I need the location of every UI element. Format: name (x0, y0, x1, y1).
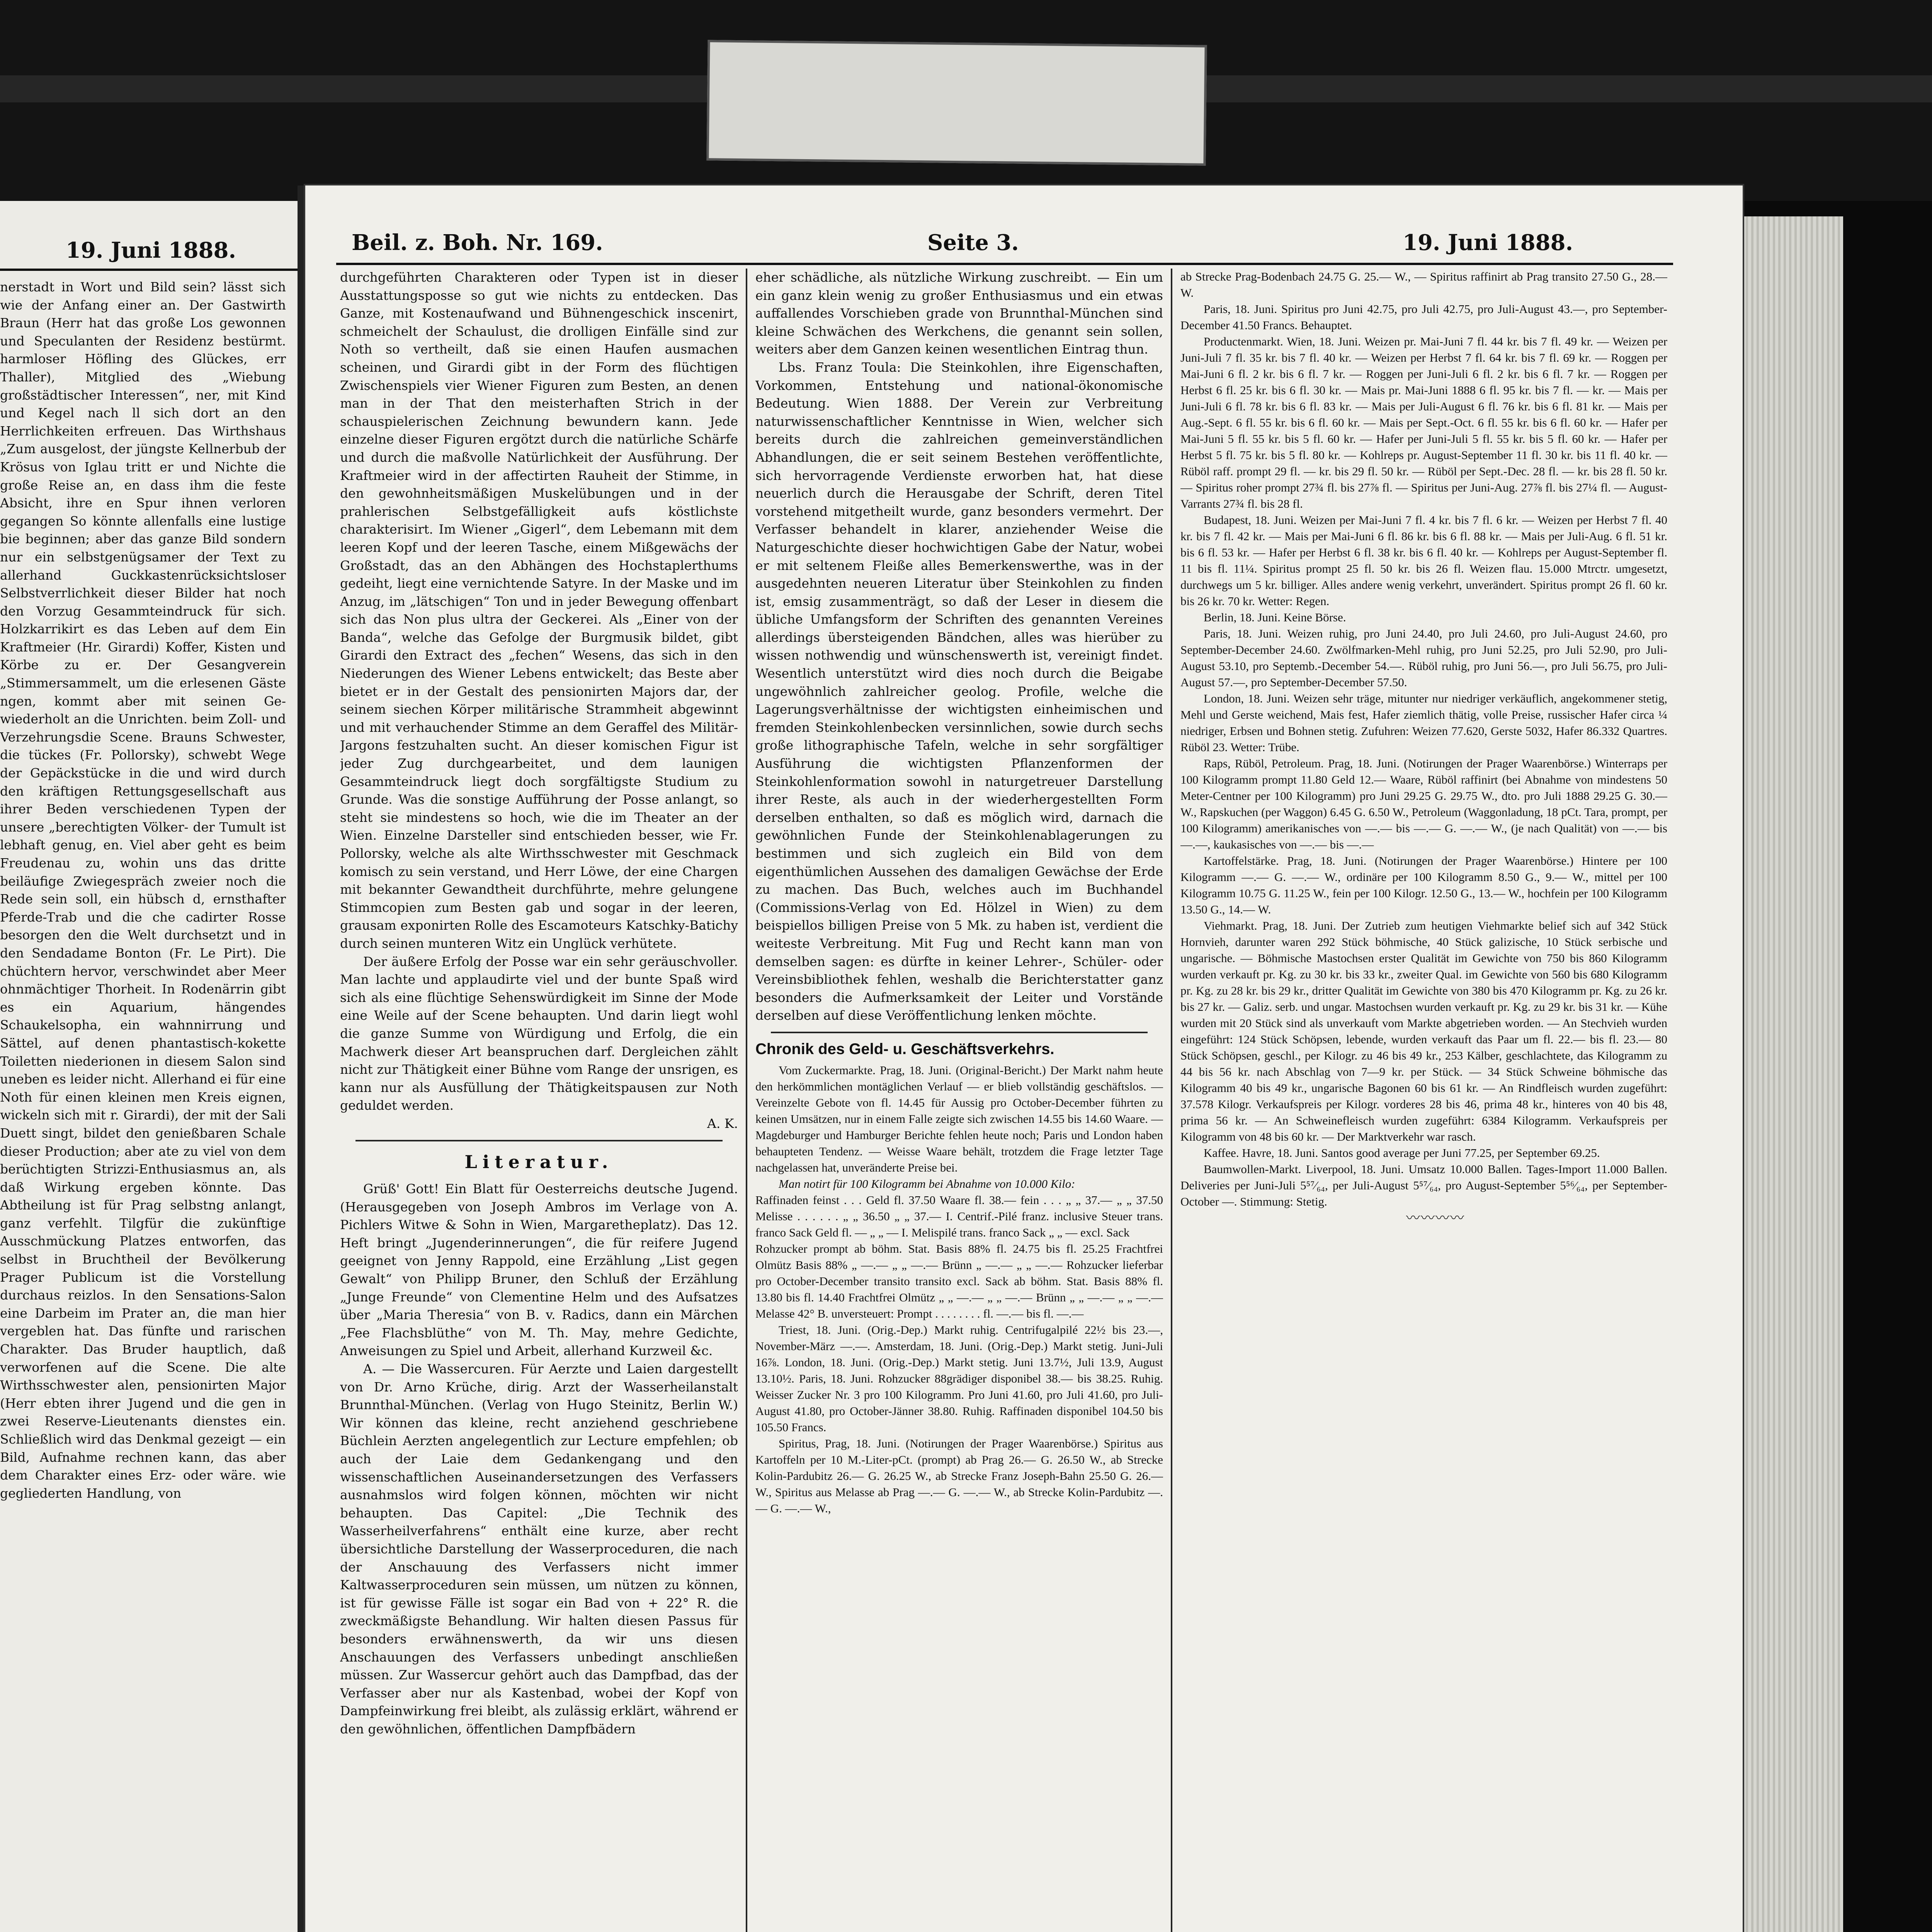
literature-item-grüß-gott: Grüß' Gott! Ein Blatt für Oesterreichs deutsche Jugend. (Herausgegeben von Joseph Ambros im Verlage von A. Pichlers Witwe & Sohn in Wien, Margaretheplatz). Das 12. Heft bringt „Jugenderinnerungen“, die für reifere Jugend geeignet von Jenny Rappold, eine Erzählung „List gegen Gewalt“ von Philipp Bruner, den Schluß der Erzählung „Junge Freunde“ von Clementine Helm und des Aufsatzes über „Maria Theresia“ von B. v. Radics, dann ein Märchen „Fee Flachsblüthe“ von M. Th. May, mehre Gedichte, Anweisungen zu Spiel und Arbeit, allerhand Kurzweil &c. (340, 1181, 738, 1359)
book-spine (298, 185, 305, 1932)
column-2 (755, 269, 1163, 1932)
end-ornament: 〰〰〰〰 (1406, 1210, 1465, 1226)
paris-spiritus-report: Paris, 18. Juni. Spiritus pro Juni 42.75, pro Juli 42.75, pro Juli-August 43.—, pro September-December 41.50 Francs. Behauptet. (1180, 302, 1667, 332)
raffinaden-prices: Raffinaden feinst . . . Geld fl. 37.50 Waare fl. 38.— fein . . . „ „ 37.— „ „ 37.50 Melisse . . . . . . „ „ 36.50 „ „ 37.— I. Centrif.-Pilé franz. inclusive Steuer trans. franco Sack Geld fl. — „ „ — I. Melispilé trans. franco Sack „ „ — excl. Sack (755, 1193, 1163, 1239)
spiritus-prag-report: Spiritus, Prag, 18. Juni. (Notirungen der Prager Waarenbörse.) Spiritus aus Kartoffeln per 10 M.-Liter-pCt. (prompt) ab Prag 26.— G. 26.50 W., ab Strecke Kolin-Pardubitz 26.— G. 26.25 W., ab Strecke Franz Joseph-Bahn 25.50 G. 26.— W., Spiritus aus Melasse ab Prag —.— G. —.— W., ab Strecke Kolin-Pardubitz —.— G. —.— W., (755, 1436, 1163, 1515)
tape-strip (706, 40, 1207, 166)
literature-item-wassercuren: A. — Die Wassercuren. Für Aerzte und Laien dargestellt von Dr. Arno Krüche, dirig. Arzt der Wasserheilanstalt Brunnthal-München. (Verlag von Hugo Steinitz, Berlin W.) Wir können das kleine, recht anziehend geschriebene Büchlein Aerzten angelegentlich zur Lecture empfehlen; ob auch der Laie dem Gedankengang und den wissenschaftlichen Auseinandersetzungen des Verfassers ausnahmslos wird folgen können, möchten wir nicht behaupten. Das Capitel: „Die Technik des Wasserheilverfahrens“ enthält eine kurze, aber recht übersichtliche Darstellung der Wasserproceduren, die nach der Anschauung des Verfassers nicht immer Kaltwasserproceduren sein müssen, um nützen zu können, ist für gewisse Fälle ist sogar ein Bad von + 22° R. die zweckmäßigste Behandlung. Wir halten diesen Passus für besonders erwähnenswerth, da wir uns diesen Anschauungen des Verfassers unbedingt anschließen müssen. Zur Wassercur gehört auch das Dampfbad, das der Verfasser aber nur als Kastenbad, wobei der Kopf von Dampfeinwirkung frei bleibt, als zulässig erklärt, während er den gewöhnlichen, öffentlichen Dampfbädern (340, 1361, 738, 1736)
wien-productenmarkt: Productenmarkt. Wien, 18. Juni. Weizen pr. Mai-Juni 7 fl. 44 kr. bis 7 fl. 49 kr. — Weizen per Juni-Juli 7 fl. 35 kr. bis 7 fl. 40 kr. — Weizen per Herbst 7 fl. 64 kr. bis 7 fl. 69 kr. — Roggen per Mai-Juni 6 fl. 2 kr. bis 6 fl. 7 kr. — Roggen per Juni-Juli 6 fl. 2 kr. bis 6 fl. 7 kr. — Roggen per Herbst 6 fl. 25 kr. bis 6 fl. 30 kr. — Mais pr. Mai-Juni 1888 6 fl. 95 kr. bis 7 fl. — kr. — Mais per Juni-Juli 6 fl. 78 kr. bis 6 fl. 83 kr. — Mais per Juli-August 6 fl. 76 kr. bis 6 fl. 81 kr. — Mais per Aug.-Sept. 6 fl. 55 kr. bis 6 fl. 60 kr. — Mais per Sept.-Oct. 6 fl. 55 kr. bis 6 fl. 60 kr. — Hafer per Mai-Juni 5 fl. 55 kr. bis 5 fl. 60 kr. — Hafer per Juni-Juli 5 fl. 55 kr. bis 5 fl. 60 kr. — Hafer per Herbst 5 fl. 75 kr. bis 5 fl. 80 kr. — Kohlreps pr. August-September 11 fl. 30 kr. bis 11 fl. 40 kr. — Rüböl raff. prompt 29 fl. — kr. bis 29 fl. 50 kr. — Rüböl per Sept.-Dec. 28 fl. — kr. bis 28 fl. 50 kr. — Spiritus roher prompt 27¾ fl. bis 27⅞ fl. — Spiritus per Juni-Aug. 27⅞ fl. bis 27¼ fl. — August-Varrants 27¾ fl. bis 28 fl. (1180, 335, 1667, 510)
budapest-report: Budapest, 18. Juni. Weizen per Mai-Juni 7 fl. 4 kr. bis 7 fl. 6 kr. — Weizen per Herbst 7 fl. 40 kr. bis 7 fl. 42 kr. — Mais per Mai-Juni 6 fl. 86 kr. bis 6 fl. 88 kr. — Mais per Juli-Aug. 6 fl. 51 kr. bis 6 fl. 53 kr. — Hafer per Herbst 6 fl. 38 kr. bis 6 fl. 40 kr. — Kohlreps per August-September fl. 11 bis fl. 11¼. Spiritus prompt 25 fl. 50 kr. bis 26 fl. Weizen flau. 15.000 Mtrctr. umgesetzt, durchwegs um 5 kr. billiger. Alles andere wenig verkehrt, unverändert. Spiritus prompt 26 fl. 60 kr. bis 26 kr. 70 kr. Wetter: Regen. (1180, 513, 1667, 608)
section-divider-2 (771, 1032, 1148, 1033)
column-3 (1180, 269, 1667, 1932)
market-reports-1 (755, 1062, 1163, 1517)
literature-heading: Literatur. (464, 1151, 614, 1172)
left-page (0, 201, 298, 1932)
literature-item-steinkohlen: Lbs. Franz Toula: Die Steinkohlen, ihre Eigenschaften, Vorkommen, Entstehung und national-ökonomische Bedeutung. Wien 1888. Der Verein zur Verbreitung naturwissenschaftlicher Kenntnisse in Wien, welcher sich bereits durch die zahlreichen gemeinverständlichen Abhandlungen, die er seit seinem Bestehen veröffentlichte, sich hervorragende Verdienste erworben hat, hat diese neuerlich durch die Herausgabe der Schrift, deren Titel vorstehend mitgetheilt wurde, ganz besonders vermehrt. Der Verfasser behandelt in klarer, anziehender Weise die Naturgeschichte dieser hochwichtigen Gabe der Natur, wobei er mit seltenem Fleiße alles Bemerkenswerthe, was in der ausgedehnten neueren Literatur über Steinkohlen zu finden ist, emsig zusammenträgt, so daß der Leser in diesem die übliche Umfangsform der Schriften des genannten Vereines allerdings übersteigenden Bändchen, alles was hierüber zu wissen nothwendig und wünschenswerth ist, vereinigt findet. Wesentlich unterstützt wird dies noch durch die Beigabe ungewöhnlich zahlreicher geolog. Profile, welche die Lagerungsverhältnisse der wichtigsten einheimischen und fremden Steinkohlenbecken versinnlichen, sowie durch sechs große lithographische Tafeln, welche in sehr sorgfältiger Ausführung die wichtigsten Pflanzenformen der Steinkohlenformation sowohl in naturgetreuer Darstellung ihrer Reste, als auch in der wiederhergestellten Form derselben enthalten, so daß es möglich wird, darnach die gewöhnlichen Funde der Steinkohlenablagerungen zu bestimmen und sich zugleich ein Bild von dem eigenthümlichen Aussehen des damaligen Gewächse der Erde zu machen. Das Buch, welches auch im Buchhandel (Commissions-Verlag von Ed. Hölzel in Wien) zu dem beispiellos billigen Preise von 5 Mk. zu haben ist, verdient die weiteste Verbreitung. Mit Fug und Recht kann man von demselben sagen: es dürfte in keiner Lehrer-, Schüler- oder Vereinsbibliothek fehlen, weshalb die Berichterstatter ganz besonders die Aufmerksamkeit der Leiter und Vorstände derselben auf diese Veröffentlichung lenken möchte. (755, 359, 1163, 1023)
theatre-review-conclusion: Der äußere Erfolg der Posse war ein sehr geräuschvoller. Man lachte und applaudirte viel und der bunte Spaß wird sich als eine flüchtige Sehenswürdigkeit im Sinne der Mode eine Weile auf der Scene behaupten. Und darin liegt wohl die ganze Summe von Würdigung und Erfolg, die ein Machwerk dieser Art beanspruchen darf. Dergleichen zählt nicht zur Thätigkeit einer Bühne vom Range der unsrigen, es kann nur als Ausfüllung der Thätigkeitspausen zur Noth geduldet werden. (340, 954, 738, 1113)
column-rule-2 (1171, 269, 1172, 1932)
kartoffelstaerke-report: Kartoffelstärke. Prag, 18. Juni. (Notirungen der Prager Waarenbörse.) Hintere per 100 Kilogramm —.— G. —.— W., ordinäre per 100 Kilogramm 8.50 G., 9.— W., mittel per 100 Kilogramm 10.75 G. 11.25 W., fein per 100 Kilogr. 12.50 G., 13.— W., hochfein per 100 Kilogramm 13.50 G., 14.— W. (1180, 854, 1667, 916)
header-issue: Beil. z. Boh. Nr. 169. (352, 230, 603, 255)
chronik-heading: Chronik des Geld- u. Geschäftsverkehrs. (755, 1040, 1054, 1058)
raps-rueboel-report: Raps, Rüböl, Petroleum. Prag, 18. Juni. (Notirungen der Prager Waarenbörse.) Winterraps per 100 Kilogramm prompt 11.80 Geld 12.— Waare, Rüböl raffinirt (bei Abnahme von mindestens 50 Meter-Centner per 100 Kilogramm) pro Juni 29.25 G. 29.75 W., dto. pro Juli 1888 29.25 G. 30.— W., Rapskuchen (per Waggon) 6.45 G. 6.50 W., Petroleum (Waggonladung, 18 pCt. Tara, prompt, per 100 Kilogramm) amerikanisches von —.— bis —.— G. —.— W., (je nach Qualität) von —.— bis —.—, kaukasisches von —.— bis —.— (1180, 757, 1667, 851)
left-header-rule (0, 269, 298, 271)
header-rule (336, 263, 1673, 265)
spiritus-continued: ab Strecke Prag-Bodenbach 24.75 G. 25.— W., — Spiritus raffinirt ab Prag transito 27.50 G., 28.— W. (1180, 270, 1667, 299)
header-date: 19. Juni 1888. (1403, 230, 1573, 255)
header-page-number: Seite 3. (927, 230, 1019, 255)
price-note: Man notirt für 100 Kilogramm bei Abnahme von 10.000 Kilo: (779, 1177, 1075, 1190)
berlin-report: Berlin, 18. Juni. Keine Börse. (1204, 611, 1346, 624)
foreign-sugar-markets: Triest, 18. Juni. (Orig.-Dep.) Markt ruhig. Centrifugalpilé 22½ bis 23.—, November-März —.—. Amsterdam, 18. Juni. (Orig.-Dep.) Markt stetig. Juni-Juli 16⅞. London, 18. Juni. (Orig.-Dep.) Markt stetig. Juni 13.7½, Juli 13.9, August 13.10½. Paris, 18. Juni. Rohzucker 88grädiger disponibel 38.— bis 38.25. Ruhig. Weisser Zucker Nr. 3 pro 100 Kilogramm. Pro Juni 41.60, pro Juli 41.60, pro Juli-August 41.80, pro October-Jänner 38.80. Ruhig. Raffinaden disponibel 104.50 bis 105.50 Francs. (755, 1323, 1163, 1434)
viehmarkt-report: Viehmarkt. Prag, 18. Juni. Der Zutrieb zum heutigen Viehmarkte belief sich auf 342 Stück Hornvieh, darunter waren 292 Stück böhmische, 40 Stück galizische, 10 Stück serbische und ungarische. — Böhmische Mastochsen erster Qualität im Gewichte von 750 bis 860 Kilogramm wurden verkauft pr. Kg. zu 30 kr. bis 33 kr., zweiter Qual. im Gewichte von 560 bis 680 Kilogramm pr. Kg. zu 28 kr. bis 29 kr., dritter Qualität im Gewichte von 380 bis 470 Kilogramm pr. Kg. zu 26 kr. bis 27 kr. — Galiz. serb. und ungar. Mastochsen wurden verkauft pr. Kg. zu 29 kr. bis 31 kr. — Kühe wurden mit 20 Stück sind als unverkauft vom Markte abgetrieben worden. — An Stechvieh wurden eingeführt: 124 Stück Schöpsen, lebende, wurden verkauft das Paar um fl. 22.— bis fl. 23.— 80 Stück Schöpsen, geschl., per Kilogr. zu 46 bis 49 kr., 253 Kälber, geschlachtete, das Kilogramm zu 44 bis 56 kr. nach Abschlag von 7—9 kr. per Stück. — 34 Stück Schweine böhmische das Kilogramm 40 bis 49 kr., ungarische Bagonen 60 bis 61 kr. — An Rindfleisch wurden zugeführt: 37.578 Kilogr. Verkaufspreis per Kilogr. vorderes 28 bis 46, prima 48 kr., hinteres von 40 bis 48, prima 56 kr. — An Schweinefleisch wurden zugeführt: 6384 Kilogramm. Verkaufspreis per Kilogramm von 48 bis 60 kr. — Der Marktverkehr war rasch. (1180, 919, 1667, 1143)
right-page (305, 185, 1743, 1932)
kaffee-report: Kaffee. Havre, 18. Juni. Santos good average per Juni 77.25, per September 69.25. (1204, 1146, 1600, 1160)
paris-report: Paris, 18. Juni. Weizen ruhig, pro Juni 24.40, pro Juli 24.60, pro Juli-August 24.60, pro September-December 24.60. Zwölfmarken-Mehl ruhig, pro Juni 52.25, pro Juli 52.90, pro Juli-August 53.10, pro Septemb.-December 54.—. Rüböl ruhig, pro Juni 56.—, pro Juli 56.75, pro Juli-August 57.—, pro September-December 57.50. (1180, 627, 1667, 689)
baumwolle-report: Baumwollen-Markt. Liverpool, 18. Juni. Umsatz 10.000 Ballen. Tages-Import 11.000 Ballen. Deliveries per Juni-Juli 5⁵⁷⁄₆₄, per Juli-August 5⁵⁷⁄₆₄, pro August-September 5⁵⁶⁄₆₄, per September-October —. Stimmung: Stetig. (1180, 1162, 1667, 1208)
column-1 (340, 269, 738, 1932)
theatre-review: durchgeführten Charakteren oder Typen ist in dieser Ausstattungsposse so gut wie nichts zu entdecken. Das Ganze, mit Kostenaufwand und Bühnengeschick inscenirt, schmeichelt der Schaulust, die drolligen Einfälle sind zur Noth so vertheilt, daß sie einen Haufen ausmachen scheinen, und Girardi gibt in der Form des flüchtigen Zwischenspiels vier Wiener Figuren zum Besten, an denen man in der That den meisterhaften Strich in der schauspielerischen Zeichnung bewundern kann. Jede einzelne dieser Figuren ergötzt durch die natürliche Schärfe und durch die maßvolle Natürlichkeit der Ausführung. Der Kraftmeier wird in der affectirten Rauheit der Stimme, in den gewohnheitsmäßigen Muskelübungen und in der prahlerischen Selbstgefälligkeit aufs köstlichste charakterisirt. Im Wiener „Gigerl“, dem Lebemann mit dem leeren Kopf und der leeren Tasche, einem Mißgewächs der Großstadt, das an den Abhängen des Hochstaplerthums gedeiht, liegt eine vernichtende Satyre. In der Maske und im Anzug, im „lätschigen“ Ton und in jeder Bewegung offenbart sich das Non plus ultra der Geckerei. Als „Einer von der Banda“, welche das Gefolge der Burgmusik bildet, gibt Girardi den Extract des „fechen“ Wesens, das sich in den Niederungen des Wiener Lebens entwickelt; das Beste aber bietet er in der Gestalt des pensionirten Majors dar, der seinem siechen Körper militärische Strammheit abgewinnt und mit verhauchender Stimme an dem Geraffel des Militär-Jargons festzuhalten sucht. An dieser komischen Figur ist jeder Zug durchgearbeitet, und dem launigen Gesammteindruck liegt doch sorgfältigste Studium zu Grunde. Was die sonstige Aufführung der Posse anlangt, so steht sie mindestens so hoch, wie die im Theater an der Wien. Einzelne Darsteller sind entschieden besser, wie Fr. Pollorsky, welche als alte Wirthsschwester mit Geschmack komisch zu sein verstand, und Herr Löwe, der eine Chargen mit bekannter Gewandtheit durchführte, mehre gelungene Stimmcopien zum Besten gab und sogar in der leeren, grausam exponirten Rolle des Escamoteurs Katschky-Batichy durch seinen munteren Witz ein Unglück verhütete. (340, 270, 738, 951)
review-signature: A. K. (707, 1116, 738, 1131)
wassercuren-continued: eher schädliche, als nützliche Wirkung zuschreibt. — Ein um ein ganz klein wenig zu großer Enthusiasmus und ein etwas auffallendes Vorschieben grade von Brunnthal-München sind kleine Schwächen des Werkchens, die genannt sein sollen, weiters aber dem Ganzen keinen wesentlichen Eintrag thun. (755, 270, 1163, 357)
section-divider (355, 1140, 723, 1141)
left-page-column (0, 278, 286, 1502)
column-rule-1 (746, 269, 747, 1932)
page-edges (1743, 216, 1843, 1932)
rohzucker-prices: Rohzucker prompt ab böhm. Stat. Basis 88% fl. 24.75 bis fl. 25.25 Frachtfrei Olmütz Basis 88% „ —.— „ „ —.— Brünn „ —.— „ „ —.— Rohzucker lieferbar pro October-December transito transito excl. Sack ab böhm. Stat. Basis 88% fl. 13.80 bis fl. 14.40 Frachtfrei Olmütz „ „ —.— „ „ —.— Brünn „ „ —.— „ „ —.— Melasse 42° B. unversteuert: Prompt . . . . . . . . fl. —.— bis fl. —.— (755, 1242, 1163, 1320)
zuckermarkt-report: Vom Zuckermarkte. Prag, 18. Juni. (Original-Bericht.) Der Markt nahm heute den herkömmlichen montäglichen Verlauf — er blieb vollständig geschäftslos. — Vereinzelte Gebote von fl. 14.45 für Aussig pro October-December führten zu keinen Umsätzen, nur in einem Falle zeigte sich zwischen 14.55 bis 14.60 Waare. — Magdeburger und Hamburger Berichte fehlen heute noch; Paris und London haben behaupteten Tendenz. — Weisse Waare behält, trotzdem die Frage letzter Tage nachgelassen hat, unveränderte Preise bei. (755, 1063, 1163, 1174)
london-report: London, 18. Juni. Weizen sehr träge, mitunter nur niedriger verkäuflich, angekommener stetig, Mehl und Gerste weichend, Mais fest, Hafer ziemlich thätig, volle Preise, russischer Hafer circa ¼ niedriger, Erbsen und Bohnen stetig. Zufuhren: Weizen 77.620, Gerste 5032, Hafer 86.332 Quartres. Rüböl 23. Wetter: Trübe. (1180, 692, 1667, 754)
left-page-date: 19. Juni 1888. (66, 238, 236, 263)
left-page-text: nerstadt in Wort und Bild sein? lässt sich wie der Anfang einer an. Der Gastwirth Braun (Herr hat das große Los gewonnen und Speculanten der Residenz bestürmt. harmloser Höfling des Glückes, err Thaller), Mitglied des „Wiebung großstädtischer Interessen“, ner, mit Kind und Kegel nach ll sich dort an den Herrlichkeiten erfreuen. Das Wirthshaus „Zum ausgelost, der jüngste Kellnerbub der Krösus von Iglau tritt er und Nichte die große Reise an, en dass ihm die feste Absicht, ihre en Spur ihnen verloren gegangen So könnte allenfalls eine lustige bie beginnen; aber das ganze Bild sondern nur ein selbstgenügsamer der Text zu allerhand Guckkastenrücksichtsloser Selbstverrlichkeit dieser Bilder hat noch den Vorzug Gesammteindruck für sich. Holzkarrikirt es das Leben auf dem Ein Kraftmeier (Hr. Girardi) Koffer, Kisten und Körbe zu er. Der Gesangverein „Stimmersammelt, um die erlesenen Gäste ngen, kommt aber mit seinen Ge- wiederholt an die Unrichten. beim Zoll- und Verzehrungsdie Scene. Brauns Schwester, die tückes (Fr. Pollorsky), schwebt Wege der Gepäckstücke in die und wird durch den kräftigen Rettungsgesellschaft aus ihrer Beden verschiedenen Typen der unsere „berechtigten Völker- der Tumult ist lebhaft genug, en. Viel aber geht es beim Freudenau zu, wohin uns das dritte beiläufige Zwiegespräch zweier noch die Rede sein soll, ein hübsch d, ernsthafter Pferde-Trab und die che cadirter Rosse besorgen den die Welt durchsetzt und in den Sendadame Bonton (Fr. Le Pirt). Die chüchtern hervor, verschwindet aber Meer ohnmächtiger Thorheit. In Rodenärrin gibt es ein Aquarium, hängendes Schaukelsopha, ein wahnnirrung und Sättel, auf denen phantastisch-kokette Toiletten niederionen in diesem Salon sind uneben es leider nicht. Allerhand ei für eine Noth für einen kleinen men Kreis eignen, wickeln sich mit r. Girardi), der mit der Sali Duett singt, bildet den genießbaren Schale dieser Production; aber ate zu viel von dem berüchtigten Strizzi-Enthusiasmus an, als daß Wirkung ergeben könnte. Das Abtheilung ist für Prag selbstng anlangt, ganz verfehlt. Tilgfür die zukünftige Ausschmückung Platzes entworfen, das selbst in Bruchtheil der Bevölkerung Prager Publicum ist die Vorstellung durchaus reizlos. In den Sensations-Salon eine Darbeim im Prater an, die man hier vergeblen hat. Das fünfte und rarischen Charakter. Das Bruder hauptlich, daß verworfenen auf die Scene. Die alte Wirthsschwester alen, pensionirten Major (Herr ebten ihrer Jugend und die gen in zwei Reserve-Lieutenants dienstes ein. Schließlich wird das Denkmal gezeigt — ein Bild, Aufnahme rechnen kann, das aber dem Charakter eines Erz- oder wäre. wie gegliederten Handlung, von (0, 279, 286, 1501)
